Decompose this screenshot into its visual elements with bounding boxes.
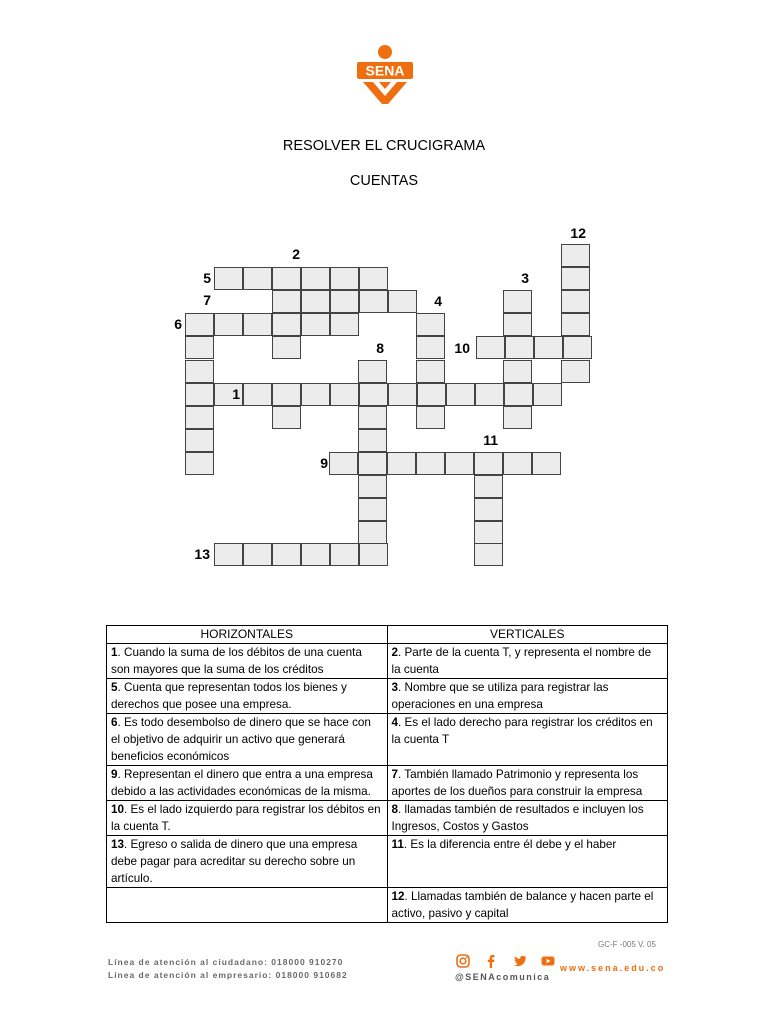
clue-num: 2 bbox=[391, 646, 399, 659]
clue-number-7: 7 bbox=[203, 292, 211, 308]
clue-num: 12 bbox=[391, 890, 405, 903]
crossword-cell[interactable] bbox=[505, 336, 534, 359]
social-icons bbox=[456, 954, 565, 970]
crossword-cell[interactable] bbox=[330, 267, 359, 290]
crossword-cell[interactable] bbox=[416, 406, 445, 429]
crossword-cell[interactable] bbox=[358, 452, 387, 475]
crossword-cell[interactable] bbox=[561, 360, 590, 383]
crossword-cell[interactable] bbox=[503, 452, 532, 475]
clue-num: 1 bbox=[111, 646, 118, 659]
crossword-cell[interactable] bbox=[301, 290, 330, 313]
page-title: RESOLVER EL CRUCIGRAMA bbox=[282, 138, 486, 154]
crossword-cell[interactable] bbox=[416, 360, 445, 383]
clue-text: . Cuenta que representan todos los bienes y derechos que posee una empresa. bbox=[111, 681, 347, 711]
crossword-cell[interactable] bbox=[214, 543, 243, 566]
vertical-clue bbox=[387, 679, 668, 714]
crossword-cell[interactable] bbox=[185, 429, 214, 452]
vertical-clue bbox=[387, 714, 668, 766]
crossword-cell[interactable] bbox=[359, 543, 388, 566]
clue-text: . Es todo desembolso de dinero que se hace con el objetivo de adquirir un activo que generará beneficios económicos bbox=[111, 716, 371, 763]
crossword-cell[interactable] bbox=[185, 336, 214, 359]
crossword-cell[interactable] bbox=[388, 383, 417, 406]
horizontal-clue bbox=[107, 679, 388, 714]
crossword-cell[interactable] bbox=[561, 267, 590, 290]
vertical-clue bbox=[387, 888, 668, 923]
clue-number-1: 1 bbox=[232, 386, 240, 402]
horizontal-clue bbox=[107, 644, 388, 679]
business-line: Línea de atención al empresario: 018000 910682 bbox=[108, 970, 348, 980]
clue-text: . Representan el dinero que entra a una empresa debido a las actividades económicas de la misma. bbox=[111, 768, 373, 798]
crossword-cell[interactable] bbox=[503, 406, 532, 429]
vertical-clue bbox=[387, 836, 668, 888]
document-code: GC-F -005 V. 05 bbox=[598, 940, 656, 949]
facebook-icon[interactable] bbox=[484, 954, 498, 968]
clue-num: 13 bbox=[111, 838, 125, 851]
vertical-clue bbox=[387, 644, 668, 679]
crossword-cell[interactable] bbox=[330, 290, 359, 313]
clue-num: 5 bbox=[111, 681, 118, 694]
horizontal-clue bbox=[107, 766, 388, 801]
crossword-cell[interactable] bbox=[474, 452, 503, 475]
clue-number-3: 3 bbox=[521, 270, 529, 286]
clues-table bbox=[106, 625, 668, 923]
crossword-cell[interactable] bbox=[474, 475, 503, 498]
crossword-cell[interactable] bbox=[534, 336, 563, 359]
crossword-cell[interactable] bbox=[474, 498, 503, 521]
crossword-cell[interactable] bbox=[214, 313, 243, 336]
clue-row bbox=[107, 714, 668, 766]
crossword-cell[interactable] bbox=[272, 406, 301, 429]
crossword-cell[interactable] bbox=[272, 383, 301, 406]
crossword-cell[interactable] bbox=[243, 313, 272, 336]
website-link[interactable]: www.sena.edu.co bbox=[560, 963, 666, 973]
horizontal-clue bbox=[107, 714, 388, 766]
clue-text: . Nombre que se utiliza para registrar las operaciones en una empresa bbox=[391, 681, 609, 711]
crossword-cell[interactable] bbox=[503, 290, 532, 313]
crossword-cell[interactable] bbox=[563, 336, 592, 359]
crossword-cell[interactable] bbox=[301, 383, 330, 406]
crossword-cell[interactable] bbox=[272, 267, 301, 290]
clue-text: . Es la diferencia entre él debe y el haber bbox=[403, 838, 617, 851]
crossword-cell[interactable] bbox=[330, 313, 359, 336]
youtube-icon[interactable] bbox=[541, 954, 555, 968]
svg-text:SENA: SENA bbox=[365, 62, 405, 79]
crossword-cell[interactable] bbox=[358, 406, 387, 429]
crossword-cell[interactable] bbox=[301, 313, 330, 336]
crossword-cell[interactable] bbox=[476, 336, 505, 359]
crossword-cell[interactable] bbox=[329, 452, 358, 475]
clue-text: . Egreso o salida de dinero que una empresa debe pagar para acreditar su derecho sobre un artículo. bbox=[111, 838, 358, 885]
clue-number-13: 13 bbox=[194, 546, 210, 562]
horizontal-clue bbox=[107, 836, 388, 888]
crossword-cell[interactable] bbox=[446, 383, 475, 406]
crossword-cell[interactable] bbox=[388, 290, 417, 313]
clue-text: . Es el lado derecho para registrar los créditos en la cuenta T bbox=[391, 716, 653, 746]
crossword-cell[interactable] bbox=[445, 452, 474, 475]
crossword-cell[interactable] bbox=[416, 452, 445, 475]
clue-num: 11 bbox=[391, 838, 404, 851]
clue-number-10: 10 bbox=[454, 340, 470, 356]
crossword-cell[interactable] bbox=[504, 383, 533, 406]
clue-num: 7 bbox=[391, 768, 399, 781]
clue-number-9: 9 bbox=[320, 455, 328, 471]
crossword-cell[interactable] bbox=[503, 313, 532, 336]
crossword-cell[interactable] bbox=[416, 313, 445, 336]
clue-text: . llamadas también de resultados e incluyen los Ingresos, Costos y Gastos bbox=[391, 803, 644, 833]
vertical-clue bbox=[387, 801, 668, 836]
crossword-cell[interactable] bbox=[301, 543, 330, 566]
crossword-cell[interactable] bbox=[474, 543, 503, 566]
crossword-cell[interactable] bbox=[243, 543, 272, 566]
crossword-cell[interactable] bbox=[301, 267, 330, 290]
crossword-cell[interactable] bbox=[561, 290, 590, 313]
clue-number-4: 4 bbox=[434, 293, 442, 309]
crossword-cell[interactable] bbox=[243, 383, 272, 406]
clue-number-8: 8 bbox=[376, 340, 384, 356]
horizontal-clue bbox=[107, 801, 388, 836]
crossword-cell[interactable] bbox=[416, 336, 445, 359]
crossword-cell[interactable] bbox=[272, 313, 301, 336]
clue-text: . Es el lado izquierdo para registrar los débitos en la cuenta T. bbox=[111, 803, 381, 833]
clue-row bbox=[107, 766, 668, 801]
crossword-cell[interactable] bbox=[185, 313, 214, 336]
crossword-cell[interactable] bbox=[272, 336, 301, 359]
crossword-cell[interactable] bbox=[358, 521, 387, 544]
crossword-cell[interactable] bbox=[533, 383, 562, 406]
page-subtitle: CUENTAS bbox=[349, 173, 419, 189]
crossword-cell[interactable] bbox=[214, 267, 243, 290]
social-handle[interactable]: @SENAcomunica bbox=[455, 972, 551, 982]
clue-row bbox=[107, 644, 668, 679]
clue-number-11: 11 bbox=[483, 432, 498, 448]
citizen-line: Línea de atención al ciudadano: 018000 910270 bbox=[108, 957, 344, 967]
crossword-cell[interactable] bbox=[272, 543, 301, 566]
clue-row bbox=[107, 801, 668, 836]
clues-header-row bbox=[107, 626, 668, 644]
clue-text: . Cuando la suma de los débitos de una cuenta son mayores que la suma de los créditos bbox=[111, 646, 362, 676]
clue-num: 3 bbox=[391, 681, 399, 694]
crossword-cell[interactable] bbox=[185, 406, 214, 429]
crossword-cell[interactable] bbox=[532, 452, 561, 475]
crossword-cell[interactable] bbox=[474, 521, 503, 544]
clue-row bbox=[107, 888, 668, 923]
clue-row bbox=[107, 679, 668, 714]
crossword-cell[interactable] bbox=[358, 498, 387, 521]
instagram-icon[interactable] bbox=[456, 954, 470, 968]
clue-num: 4 bbox=[391, 716, 399, 729]
crossword-cell[interactable] bbox=[417, 383, 446, 406]
crossword-cell[interactable] bbox=[358, 475, 387, 498]
clue-text: . También llamado Patrimonio y representa los aportes de los dueños para construir la empresa bbox=[391, 768, 643, 798]
crossword-cell[interactable] bbox=[359, 267, 388, 290]
crossword-cell[interactable] bbox=[272, 290, 301, 313]
vertical-clue bbox=[387, 766, 668, 801]
clue-num: 9 bbox=[111, 768, 118, 781]
crossword-cell[interactable] bbox=[359, 290, 388, 313]
twitter-icon[interactable] bbox=[513, 954, 527, 968]
clue-num: 10 bbox=[111, 803, 125, 816]
crossword-cell[interactable] bbox=[243, 267, 272, 290]
horizontales-header: HORIZONTALES bbox=[107, 626, 388, 644]
crossword-cell[interactable] bbox=[330, 383, 359, 406]
clue-row bbox=[107, 836, 668, 888]
clue-number-2: 2 bbox=[292, 246, 300, 262]
clue-text: . Llamadas también de balance y hacen parte el activo, pasivo y capital bbox=[391, 890, 654, 920]
footer-contact bbox=[108, 956, 348, 982]
clue-number-5: 5 bbox=[203, 270, 211, 286]
crossword-cell[interactable] bbox=[561, 244, 590, 267]
crossword-cell[interactable] bbox=[185, 360, 214, 383]
crossword-cell[interactable] bbox=[359, 383, 388, 406]
crossword-cell[interactable] bbox=[561, 313, 590, 336]
crossword-cell[interactable] bbox=[185, 452, 214, 475]
clue-number-6: 6 bbox=[174, 316, 182, 332]
verticales-header: VERTICALES bbox=[387, 626, 668, 644]
clue-num: 6 bbox=[111, 716, 118, 729]
crossword-cell[interactable] bbox=[475, 383, 504, 406]
crossword-cell[interactable] bbox=[503, 360, 532, 383]
horizontal-clue bbox=[107, 888, 388, 923]
crossword-cell[interactable] bbox=[358, 429, 387, 452]
clue-text: . Parte de la cuenta T, y representa el nombre de la cuenta bbox=[391, 646, 652, 676]
crossword-cell[interactable] bbox=[358, 360, 387, 383]
clue-number-12: 12 bbox=[570, 225, 586, 241]
crossword-cell[interactable] bbox=[330, 543, 359, 566]
crossword-cell[interactable] bbox=[185, 383, 214, 406]
clue-num: 8 bbox=[391, 803, 399, 816]
crossword-cell[interactable] bbox=[387, 452, 416, 475]
